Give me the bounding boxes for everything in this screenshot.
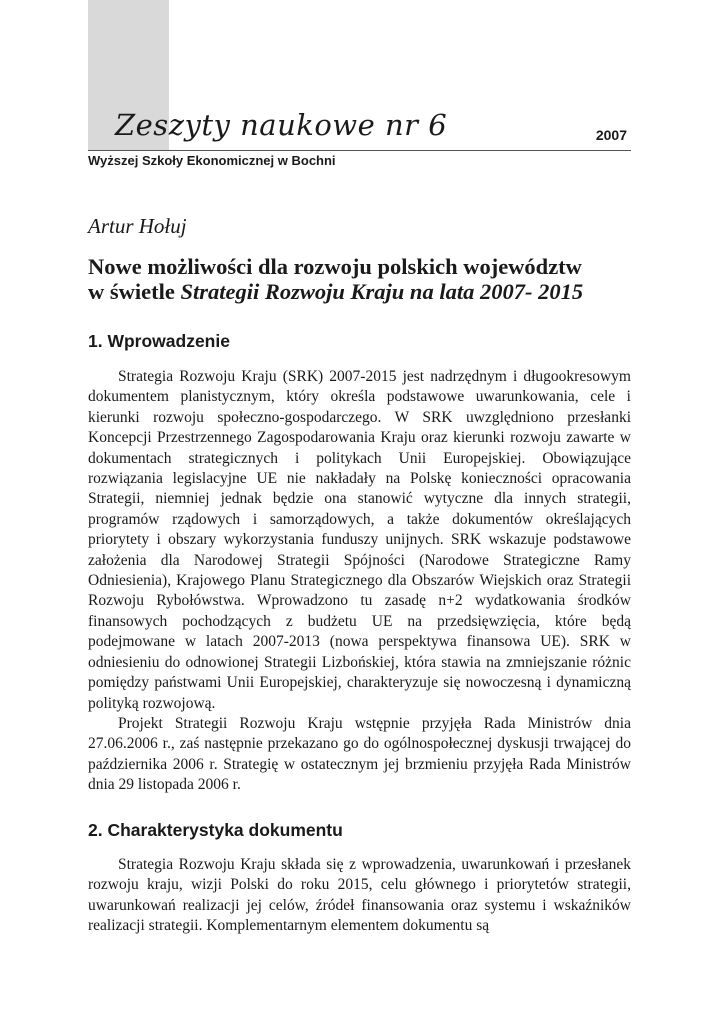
article-title-line-2-italic: Strategii Rozwoju Kraju na lata 2007- 2015 bbox=[180, 279, 584, 304]
article-title-line-1: Nowe możliwości dla rozwoju polskich województw bbox=[88, 254, 582, 279]
section-heading-1: 1. Wprowadzenie bbox=[88, 331, 230, 351]
publication-year: 2007 bbox=[595, 127, 627, 143]
article-title bbox=[88, 254, 638, 304]
header-rule bbox=[88, 150, 631, 151]
section-heading-2: 2. Charakterystyka dokumentu bbox=[88, 820, 343, 840]
section-2-body bbox=[88, 855, 631, 937]
article-title-line-2 bbox=[88, 279, 638, 304]
paragraph: Projekt Strategii Rozwoju Kraju wstępnie przyjęła Rada Ministrów dnia 27.06.2006 r., zaś następnie przekazano go do ogólnospołecznej dyskusji trwającej do października 2006 r. Strategię w ostatecznym jej brzmieniu przyjęła Rada Ministrów dnia 29 listopada 2006 r. bbox=[88, 714, 631, 794]
journal-title: Zeszyty naukowe nr 6 bbox=[115, 108, 448, 142]
section-1-body bbox=[88, 367, 631, 796]
author-name: Artur Hołuj bbox=[88, 214, 187, 238]
school-name: Wyższej Szkoły Ekonomicznej w Bochni bbox=[88, 153, 336, 168]
paragraph: Strategia Rozwoju Kraju (SRK) 2007-2015 jest nadrzędnym i długookresowym dokumentem planistycznym, który określa podstawowe uwarunkowania, cele i kierunki rozwoju społeczno-gospodarczego. W SRK uwzględniono przesłanki Koncepcji Przestrzennego Zagospodarowania Kraju oraz kierunki rozwoju zawarte w dokumentach strategicznych i politykach Unii Europejskiej. Obowiązujące rozwiązania legislacyjne UE nie nakładały na Polskę konieczności opracowania Strategii, niemniej jednak będzie ona stanowić wytyczne dla innych strategii, programów rządowych i samorządowych, a także dokumentów określających priorytety i obszary wykorzystania funduszy unijnych. SRK wskazuje podstawowe założenia dla Narodowej Strategii Spójności (Narodowe Strategiczne Ramy Odniesienia), Krajowego Planu Strategicznego dla Obszarów Wiejskich oraz Strategii Rozwoju Rybołówstwa. Wprowadzono tu zasadę n+2 wydatkowania środków finansowych pochodzących z budżetu UE na przedsięwzięcia, które będą podejmowane w latach 2007-2013 (nowa perspektywa finansowa UE). SRK w odniesieniu do odnowionej Strategii Lizbońskiej, która stawia na zmniejszanie różnic pomiędzy państwami Unii Europejskiej, charakteryzuje się nowoczesną i dynamiczną polityką rozwojową. bbox=[88, 368, 631, 712]
article-title-line-2-prefix: w świetle bbox=[88, 279, 181, 304]
paragraph: Strategia Rozwoju Kraju składa się z wprowadzenia, uwarunkowań i przesłanek rozwoju kraju, wizji Polski do roku 2015, celu głównego i priorytetów strategii, uwarunkowań realizacji jej celów, źródeł finansowania oraz systemu i wskaźników realizacji strategii. Komplementarnym elementem dokumentu są bbox=[88, 856, 631, 935]
